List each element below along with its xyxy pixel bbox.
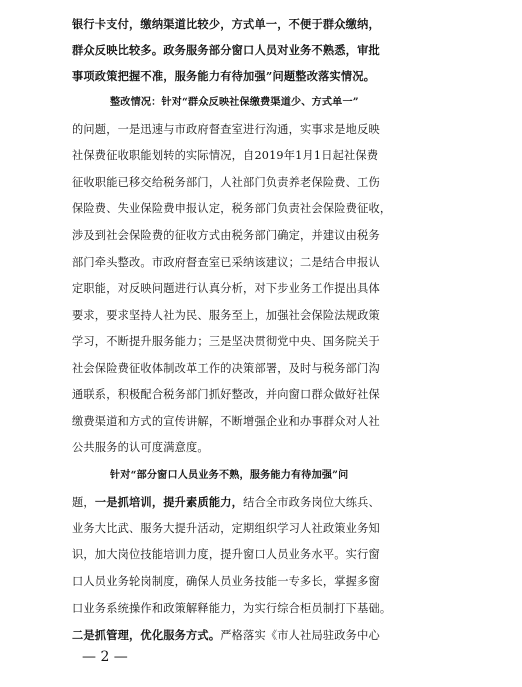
bold-text: 群众反映比较多。政务服务部分窗口人员对业务不熟悉，审批: [72, 43, 380, 57]
body-text: 公共服务的认可度满意度。: [72, 441, 209, 454]
body-text: 部门牵头整改。市政府督查室已采纳该建议；二是结合申报认: [72, 256, 380, 269]
text-line: [0, 410, 522, 434]
body-text: 社保费征收职能划转的实际情况，自2019年1月1日起社保费: [72, 149, 379, 162]
text-line: [0, 436, 522, 460]
text-line: [0, 517, 522, 541]
body-text: 的问题，一是迅速与市政府督查室进行沟通，实事求是地反映: [72, 123, 380, 136]
body-text: 题，: [72, 496, 95, 509]
bold-text: 整改情况：针对“群众反映社保缴费渠道少、方式单一”: [110, 97, 359, 108]
text-line: [0, 197, 522, 221]
text-line: [0, 91, 522, 115]
body-text: 识，加大岗位技能培训力度，提升窗口人员业务水平。实行窗: [72, 548, 380, 561]
body-text: 涉及到社会保险费的征收方式由税务部门确定，并建议由税务: [72, 229, 380, 242]
text-line: [0, 277, 522, 301]
text-line: [0, 64, 522, 88]
text-line: [0, 118, 522, 142]
body-text: 通联系，积极配合税务部门抓好整改，并向窗口群众做好社保: [72, 388, 380, 401]
body-text: 征收职能已移交给税务部门，人社部门负责养老保险费、工伤: [72, 176, 380, 189]
body-text: 严格落实《市人社局驻政务中心: [220, 629, 380, 642]
text-line: [0, 251, 522, 275]
text-line: [0, 597, 522, 621]
page-number: — 2 —: [82, 649, 128, 665]
text-line: [0, 171, 522, 195]
text-line: [0, 304, 522, 328]
body-text: 要求，要求坚持人社为民、服务至上，加强社会保险法规政策: [72, 309, 380, 322]
bold-text: 事项政策把握不准，服务能力有待加强”问题整改落实情况。: [72, 69, 376, 83]
text-line: [0, 224, 522, 248]
text-line: [0, 570, 522, 594]
text-line: [0, 38, 522, 62]
text-line: [0, 543, 522, 567]
text-line: [0, 330, 522, 354]
body-text: 社会保险费征收体制改革工作的决策部署，及时与税务部门沟: [72, 362, 380, 375]
text-line: [0, 144, 522, 168]
text-line: [0, 383, 522, 407]
text-line: [0, 623, 522, 647]
bold-text: 二是抓管理，优化服务方式。: [72, 628, 221, 642]
body-text: 结合全市政务岗位大练兵、: [243, 496, 380, 509]
bold-text: 一是抓培训，提升素质能力，: [94, 495, 244, 509]
body-text: 口人员业务轮岗制度，确保人员业务技能一专多长，掌握多窗: [72, 575, 380, 588]
bold-text: 针对“部分窗口人员业务不熟，服务能力有待加强”问: [110, 470, 349, 481]
body-text: 缴费渠道和方式的宣传讲解，不断增强企业和办事群众对人社: [72, 415, 380, 428]
text-line: [0, 12, 522, 36]
body-text: 定职能，对反映问题进行认真分析，对下步业务工作提出具体: [72, 282, 380, 295]
body-text: 口业务系统操作和政策解释能力，为实行综合柜员制打下基础。: [72, 602, 392, 615]
body-text: 保险费、失业保险费申报认定，税务部门负责社会保险费征收，: [72, 202, 392, 215]
bold-text: 银行卡支付，缴纳渠道比较少，方式单一，不便于群众缴纳，: [72, 17, 380, 31]
body-text: 业务大比武、服务大提升活动，定期组织学习人社政策业务知: [72, 522, 380, 535]
text-line: [0, 490, 522, 514]
text-line: [0, 464, 522, 488]
text-line: [0, 357, 522, 381]
body-text: 学习，不断提升服务能力；三是坚决贯彻党中央、国务院关于: [72, 335, 380, 348]
